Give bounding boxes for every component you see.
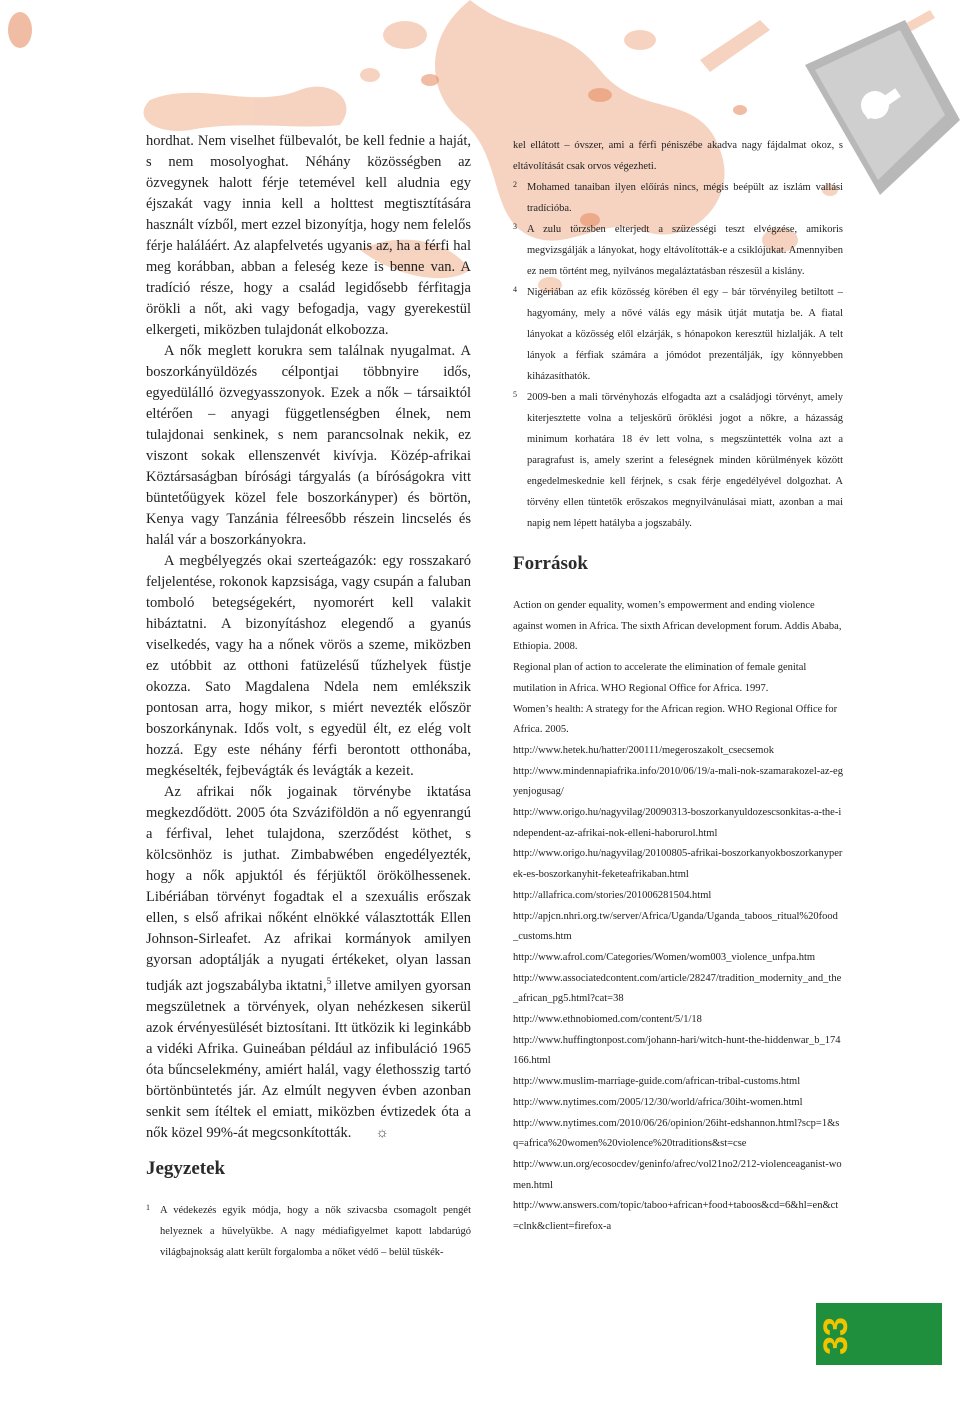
footnote-continuation: kel ellátott – óvszer, ami a férfi péniszébe akadva nagy fájdalmat okoz, s eltávolítását csak orvos végezheti. [513, 140, 843, 172]
notes-heading: Jegyzetek [146, 1158, 226, 1179]
source-link[interactable]: http://www.answers.com/topic/taboo+african+food+taboos&cd=6&hl=en&ct=clnk&client=firefox-a [513, 1200, 839, 1233]
footnotes-left [146, 1200, 471, 1263]
main-article-text [146, 131, 471, 1144]
source-link[interactable]: http://www.nytimes.com/2010/06/26/opinion/26iht-edshannon.html?scp=1&sq=africa%20women%20violence%20traditions&st=cse [513, 1117, 840, 1150]
article-paragraph-part: Az afrikai nők jogainak törvénybe iktatása megkezdődött. 2005 óta Szváziföldön a nő egyenrangú a férfival, lehet tulajdona, szerződést köthet, s kölcsönhöz is juthat. Zimbabwében engedélyezték, hogy a nők apjuktól és férjüktől örökölhessenek. Libériában törvényt fogadtak el a szexuális erőszak ellen, s első afrikai nőként elnökké választották Ellen Johnson-Sirleafet. Az afrikai kormányok amilyen gyorsan adoptálják a nyugati értékeket, olyan lassan tudják azt jogszabályba iktatni, [146, 784, 471, 994]
source-item: Action on gender equality, women’s empowerment and ending violence against women in Africa. The sixth African development forum. Addis Ababa, Ethiopia. 2008. [513, 600, 842, 653]
article-paragraph: A megbélyegzés okai szerteágazók: egy rosszakaró feljelentése, rokonok kapzsisága, vagy csupán a faluban tomboló betegségekért, nyomorért kell valakit hibáztatni. A bizonyításhoz elegendő a gyanús viselkedés, vagy ha a nőnek vörös a szeme, miközben ez utóbbit az otthoni fatüzelésű tűzhelyek füstje okozza. Sato Magdalena Ndela nem emlékszik pontosan arra, hogy mikor, s miért nevezték először boszorkánynak. Idős volt, s egyedül élt, ez elég volt hozzá. Egy este néhány férfi berontott otthonába, megkéselték, fejbevágták és levágták a kezeit. [146, 553, 471, 779]
source-link[interactable]: http://allafrica.com/stories/201006281504.html [513, 889, 712, 901]
source-link[interactable]: http://www.nytimes.com/2005/12/30/world/africa/30iht-women.html [513, 1096, 803, 1108]
source-link[interactable]: http://www.origo.hu/nagyvilag/20100805-afrikai-boszorkanyokboszorkanyperek-es-boszorkanyhit-feketeafrikaban.html [513, 848, 843, 881]
footnote [513, 282, 843, 387]
footnote [146, 1200, 471, 1263]
source-link[interactable]: http://www.hetek.hu/hatter/200111/megeroszakolt_csecsemok [513, 744, 774, 756]
source-item: Women’s health: A strategy for the African region. WHO Regional Office for Africa. 2005. [513, 703, 838, 736]
footnote-number: 2 [513, 180, 517, 189]
source-item: Regional plan of action to accelerate the elimination of female genital mutilation in Africa. WHO Regional Office for Africa. 1997. [513, 662, 807, 694]
footnote-text: Mohamed tanaiban ilyen előírás nincs, mégis beépült az iszlám vallási tradícióba. [527, 182, 843, 214]
article-paragraph [146, 782, 471, 1144]
footnote [513, 387, 843, 534]
footnote-number: 4 [513, 285, 517, 294]
footnotes-right [513, 135, 843, 534]
sources-list [513, 596, 843, 1238]
source-link[interactable]: http://www.un.org/ecosocdev/geninfo/afrec/vol21no2/212-violenceaganist-women.html [513, 1158, 842, 1191]
footnote-number: 1 [146, 1203, 150, 1212]
article-paragraph: A nők meglett korukra sem találnak nyugalmat. A boszorkányüldözés célpontjai többnyire idős, egyedülálló özvegyasszonyok. Ezek a nők – társaiktól eltérően – anyagi függetlenségben élnek, nem tulajdonai senkinek, s nem parancsolnak nekik, ez viszont sokak ellenszenvét kivívja. Közép-afrikai Köztársaságban bírósági tárgyalás (a bíróságokra vitt büntetőügyek közel fele boszorkányper) és börtön, Kenya vagy Tanzánia félreesőbb részein lincselés és halál vár a boszorkányokra. [146, 343, 471, 548]
sources-heading: Források [513, 553, 588, 574]
footnote-number: 3 [513, 222, 517, 231]
source-link[interactable]: http://www.muslim-marriage-guide.com/african-tribal-customs.html [513, 1076, 801, 1088]
source-link[interactable]: http://www.origo.hu/nagyvilag/20090313-boszorkanyuldozescsonkitas-a-the-independent-az-afrikai-nok-elleni-haborurol.html [513, 807, 842, 839]
end-mark-icon: ☼ [375, 1124, 389, 1141]
footnote [513, 219, 843, 282]
footnote-number: 5 [513, 390, 517, 399]
page-number: 33 [816, 1317, 855, 1355]
article-paragraph: hordhat. Nem viselhet fülbevalót, be kell fednie a haját, s nem mosolyoghat. Néhány közösségben az özvegynek halott férje tetemével kell aludnia egy éjszakát vagy innia kell a holttest megtisztítására használt vízből, mert ezzel bizonyítja, hogy nem felelős férje haláláért. Az alapfelvetés ugyanis az, ha a férfi hal meg korábban, abban a feleség keze is benne van. A tradíció része, hogy a család legidősebb férfitagja örökli a nőt, aki vagy befogadja, vagy gyerekestül elkergeti, miközben tulajdonát elkobozza. [146, 133, 471, 338]
source-link[interactable]: http://www.mindennapiafrika.info/2010/06/19/a-mali-nok-szamarakozel-az-egyenjogusag/ [513, 765, 843, 798]
source-link[interactable]: http://www.huffingtonpost.com/johann-hari/witch-hunt-the-hiddenwar_b_174166.html [513, 1034, 841, 1067]
footnote-text: A védekezés egyik módja, hogy a nők szivacsba csomagolt pengét helyeznek a hüvelyükbe. A nagy médiafigyelmet kapott labdarúgó világbajnokság alatt került forgalomba a nőket védő – belül tüskék- [160, 1205, 471, 1258]
source-link[interactable]: http://www.ethnobiomed.com/content/5/1/18 [513, 1014, 702, 1026]
footnote-text: 2009-ben a mali törvényhozás elfogadta azt a családjogi törvényt, amely kiterjesztette volna a teljeskörű öröklési jogot a nőkre, a házasság minimum korhatára 18 év lett volna, s megszüntették volna azt a paragrafust is, amely szerint a feleségnek minden körülmények között engedelmeskednie kell férjnek, s csak férje engedélyével dolgozhat. A törvény ellen tüntetők erőszakos megnyilvánulásai miatt, azonban a mai napig nem lépett hatályba a jogszabály. [527, 392, 843, 529]
footnote [513, 177, 843, 219]
footnote-reference: 5 [326, 976, 332, 986]
source-link[interactable]: http://apjcn.nhri.org.tw/server/Africa/Uganda/Uganda_taboos_ritual%20food_customs.htm [513, 910, 838, 943]
source-link[interactable]: http://www.associatedcontent.com/article/28247/tradition_modernity_and_the_african_pg5.html?cat=38 [513, 972, 842, 1005]
source-link[interactable]: http://www.afrol.com/Categories/Women/wom003_violence_unfpa.htm [513, 951, 816, 963]
footnote-text: A zulu törzsben elterjedt a szüzességi teszt elvégzése, amikoris megvizsgálják a lányokat, hogy eltávolították-e a csiklójukat. Amennyiben ez nem történt meg, nyilvános megaláztatásban részesül a kislány. [527, 224, 843, 277]
article-paragraph-part: illetve amilyen gyorsan megszületnek a törvények, olyan nehézkesen sikerül azok érvényesülését biztosítani. Itt ütközik ki leginkább a vidéki Afrika. Guineában például az infibuláció 1965 óta bűncselekmény, amiért halál, vagy élethosszig tartó börtönbüntetés jár. Az elmúlt negyven évben azonban senkit sem ítéltek el emiatt, miközben évtizedek óta a nők közel 99%-át megcsonkították. [146, 977, 471, 1141]
footnote-text: Nigériában az efik közösség körében él egy – bár törvényileg betiltott – hagyomány, mely a nővé válás egy másik útját mutatja be. A fiatal lányokat a közösség elől elzárják, s hónapokon keresztül hizlalják. A telt lányok a férfiak számára a jómódot prezentálják, így könnyebben kiházasíthatók. [527, 287, 843, 382]
